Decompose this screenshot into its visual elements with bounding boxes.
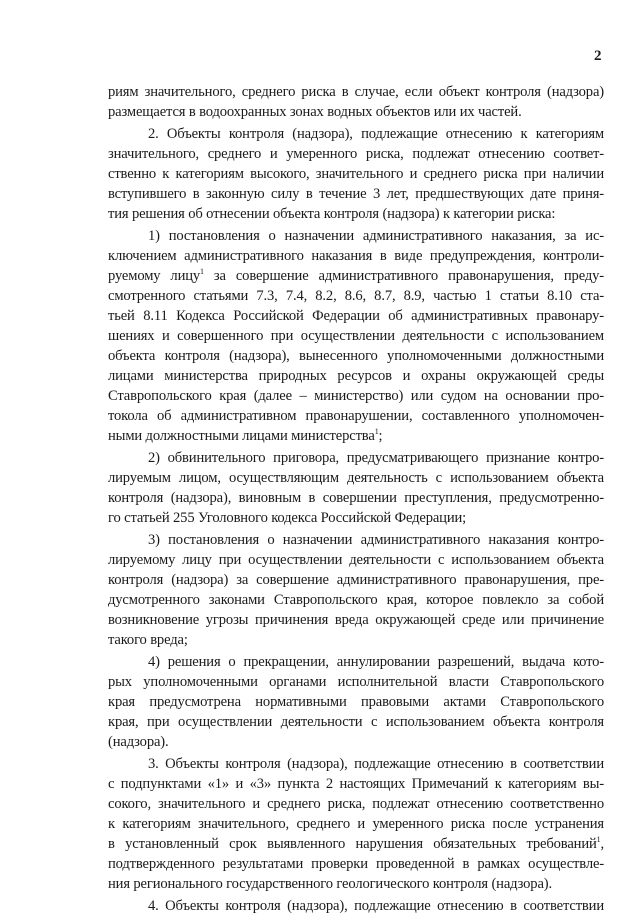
text-line: лицами министерства природных ресурсов и охраны окружающей среды <box>108 368 604 384</box>
text-segment: , <box>600 836 604 852</box>
text-segment: ными должностными лицами министерства <box>108 428 375 444</box>
text-line: тия решения об отнесении объекта контроля (надзора) к категории риска: <box>108 206 556 222</box>
text-line: тьей 8.11 Кодекса Российской Федерации об административных правонару- <box>108 308 604 324</box>
text-line: 4. Объекты контроля (надзора), подлежащие отнесению в соответствии <box>148 898 604 914</box>
text-line: го статьей 255 Уголовного кодекса Российской Федерации; <box>108 510 467 526</box>
text-line: контроля (надзора) за совершение административного правонарушения, пре- <box>108 572 604 588</box>
text-line: 2) обвинительного приговора, предусматривающего признание контро- <box>148 450 604 466</box>
text-line: 3. Объекты контроля (надзора), подлежащие отнесению в соответствии <box>148 756 604 772</box>
footnote-mark: 1 <box>200 267 204 276</box>
text-line: лируемым лицом, осуществляющим деятельность с использованием объекта <box>108 470 604 486</box>
text-line: шениях и совершенного при осуществлении деятельности с использованием <box>108 328 604 344</box>
text-line: сокого, значительного и среднего риска, подлежат отнесению соответственно <box>108 796 604 812</box>
text-line: риям значительного, среднего риска в случае, если объект контроля (надзора) <box>108 84 604 100</box>
footnote-mark: 1 <box>596 835 601 844</box>
text-line: 3) постановления о назначении административного наказания контро- <box>148 532 604 548</box>
text-segment: ; <box>378 428 383 444</box>
text-line: к категориям значительного, среднего и умеренного риска после устранения <box>108 816 604 832</box>
page-number: 2 <box>594 48 602 64</box>
text-line: ственно к категориям высокого, значительного и среднего риска при наличии <box>108 166 604 182</box>
text-line: размещается в водоохранных зонах водных объектов или их частей. <box>108 104 522 120</box>
text-line <box>108 426 604 446</box>
text-line: возникновение угрозы причинения вреда окружающей среде или причинение <box>108 612 604 628</box>
text-segment: в установленный срок выявленного нарушения обязательных требований <box>108 836 597 852</box>
text-line: края, при осуществлении деятельности с использованием объекта контроля <box>108 714 604 730</box>
text-line: значительного, среднего и умеренного риска, подлежат отнесению соответ- <box>108 146 604 162</box>
text-line: края предусмотрена нормативными правовыми актами Ставропольского <box>108 694 604 710</box>
text-line: (надзора). <box>108 734 169 750</box>
text-line: ключением административного наказания в виде предупреждения, контроли- <box>108 248 604 264</box>
text-line: с подпунктами «1» и «3» пункта 2 настоящих Примечаний к категориям вы- <box>108 776 604 792</box>
text-line: лируемому лицу при осуществлении деятельности с использованием объекта <box>108 552 604 568</box>
text-line: 4) решения о прекращении, аннулировании разрешений, выдача кото- <box>148 654 604 670</box>
text-line: такого вреда; <box>108 632 188 648</box>
footnote-mark: 1 <box>374 427 379 436</box>
text-segment: руемому лицу <box>108 268 201 284</box>
text-line: ния регионального государственного геологического контроля (надзора). <box>108 876 552 892</box>
text-line: Ставропольского края (далее – министерство) или судом на основании про- <box>108 388 604 404</box>
text-line: 2. Объекты контроля (надзора), подлежащие отнесению к категориям <box>148 126 604 142</box>
text-line: контроля (надзора), виновным в совершении преступления, предусмотренно- <box>108 490 604 506</box>
text-line <box>108 834 604 854</box>
text-line: дусмотренного законами Ставропольского края, которое повлекло за собой <box>108 592 604 608</box>
text-line: объекта контроля (надзора), вынесенного уполномоченными должностными <box>108 348 604 364</box>
text-segment: за совершение административного правонарушения, преду- <box>203 268 604 284</box>
text-line: подтвержденного результатами проверки проведенной в рамках осуществле- <box>108 856 604 872</box>
text-line: 1) постановления о назначении административного наказания, за ис- <box>148 228 604 244</box>
text-line: вступившего в законную силу в течение 3 лет, предшествующих дате приня- <box>108 186 604 202</box>
text-line <box>108 266 604 286</box>
text-line: рых уполномоченными органами исполнительной власти Ставропольского <box>108 674 604 690</box>
text-line: токола об административном правонарушении, составленного уполномочен- <box>108 408 604 424</box>
text-line: смотренного статьями 7.3, 7.4, 8.2, 8.6, 8.7, 8.9, частью 1 статьи 8.10 ста- <box>108 288 604 304</box>
